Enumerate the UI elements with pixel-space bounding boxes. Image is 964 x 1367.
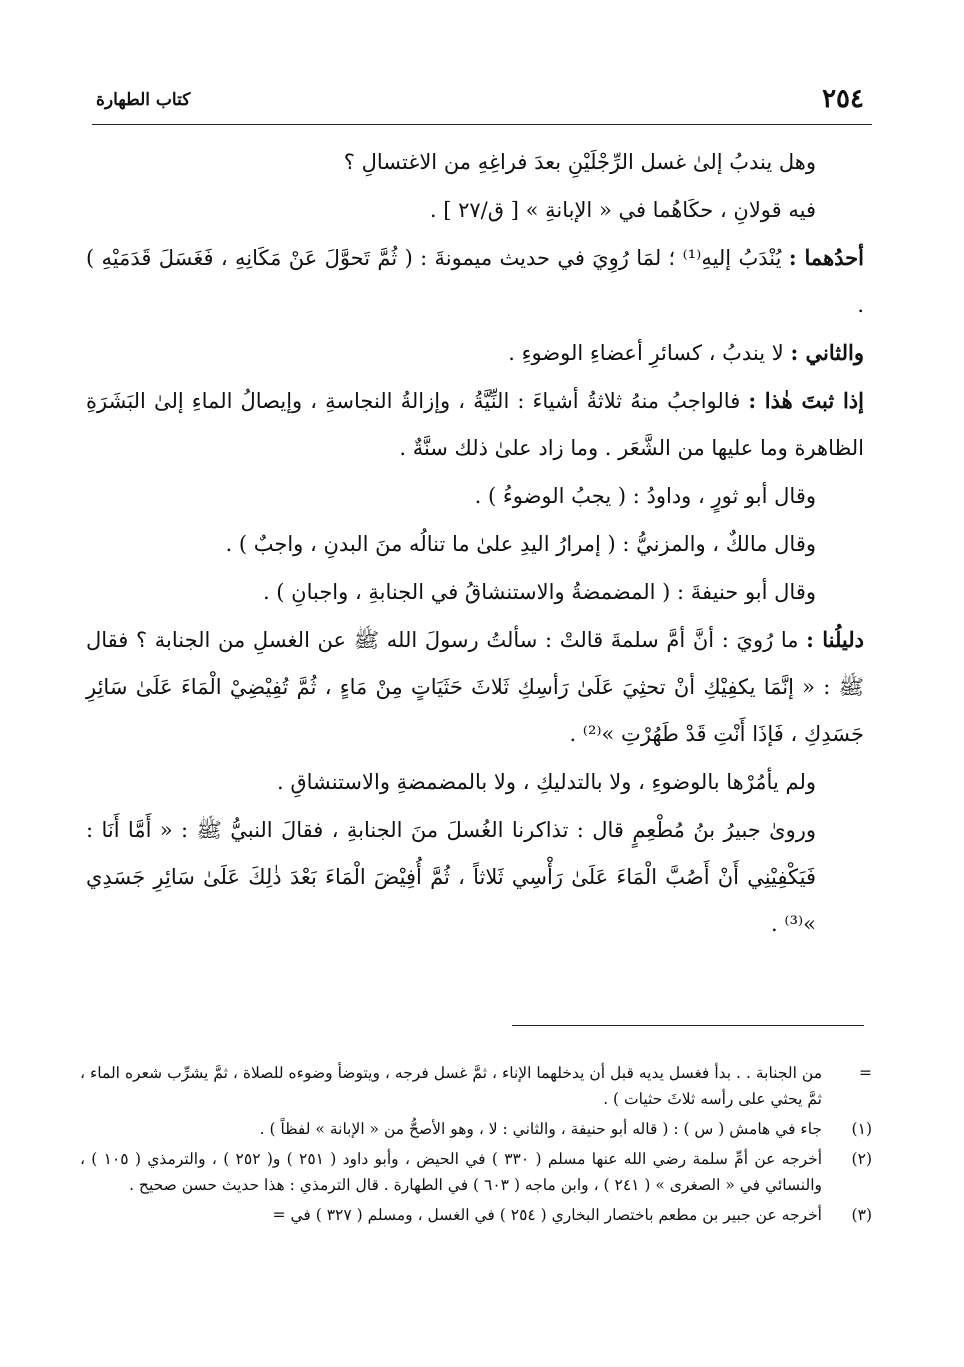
- paragraph: وهل يندبُ إلىٰ غسل الرِّجْلَيْنِ بعدَ فراغِهِ من الاغتسالِ ؟: [343, 150, 816, 174]
- page-number: ٢٥٤: [822, 84, 864, 114]
- footnote-mark: (١): [851, 1120, 872, 1138]
- paragraph: دليلُنا : ما رُويَ : أنَّ أمَّ سلمةَ قالتْ : سألتُ رسولَ الله ﷺ عن الغسلِ من الجنابة ؟ فقال ﷺ : « إنَّمَا يكفِيْكِ أنْ تحثِيَ عَلَىٰ رَأسِكِ ثَلاثَ حَثَيَاتٍ مِنْ مَاءٍ ، ثُمَّ تُفِيْضِيْ الْمَاءَ عَلَىٰ سَائِرِ جَسَدِكِ ، فَإذَا أَنْتِ قَدْ طَهُرْتِ »⁽²⁾ .: [86, 627, 864, 746]
- paragraph-lead: دليلُنا :: [806, 627, 864, 652]
- footnotes: [80, 1060, 872, 1232]
- footnote: [80, 1116, 872, 1142]
- paragraph: وقال مالكٌ ، والمزنيُّ : ( إمرارُ اليدِ علىٰ ما تنالُه منَ البدنِ ، واجبٌ ) .: [225, 532, 816, 556]
- paragraph: أحدُهما : يُنْدَبُ إليهِ⁽¹⁾ ؛ لمَا رُوِيَ في حديث ميمونةَ : ( ثُمَّ تَحوَّلَ عَنْ مَكَانِهِ ، فَغَسَلَ قَدَمَيْهِ ) .: [86, 245, 864, 317]
- page-header: [92, 84, 872, 122]
- header-rule: [92, 124, 872, 125]
- footnote-text: أخرجه عن جبير بن مطعم باختصار البخاري ( ٢٥٤ ) في الغسل ، ومسلم ( ٣٢٧ ) في =: [272, 1206, 822, 1224]
- paragraph: والثاني : لا يندبُ ، كسائرِ أعضاءِ الوضوءِ .: [508, 340, 864, 365]
- paragraph: ولم يأمُرْها بالوضوءِ ، ولا بالتدليكِ ، ولا بالمضمضةِ والاستنشاقِ .: [276, 770, 816, 794]
- paragraph: فيه قولانِ ، حكَاهُما في « الإبانةِ » [ ق/٢٧ ] .: [429, 198, 816, 222]
- book-title: كتاب الطهارة: [96, 90, 191, 110]
- footnote-text: جاء في هامش ( س ) : ( قاله أبو حنيفة ، والثاني : لا ، وهو الأصحُّ من « الإبانة » لفظاً ) .: [259, 1120, 822, 1138]
- paragraph-lead: والثاني :: [790, 340, 864, 365]
- paragraph-lead: أحدُهما :: [788, 245, 864, 270]
- footnote-mark: (٢): [851, 1150, 872, 1168]
- main-text: [86, 138, 864, 948]
- footnote-rule: [512, 1025, 864, 1026]
- footnote-text: أخرجه عن أمِّ سلمة رضي الله عنها مسلم ( ٣٣٠ ) في الحيض ، وأبو داود ( ٢٥١ ) و( ٢٥٢ ) ، والترمذي ( ١٠٥ ) ، والنسائي في « الصغرى » ( ٢٤١ ) ، وابن ماجه ( ٦٠٣ ) في الطهارة . قال الترمذي : هذا حديث حسن صحيح .: [80, 1150, 823, 1194]
- footnote-mark: =: [859, 1064, 872, 1082]
- paragraph: وروىٰ جبيرُ بنُ مُطْعِمٍ قال : تذاكرنا الغُسلَ منَ الجنابةِ ، فقالَ النبيُّ ﷺ : « أَمَّا أَنَا : فَيَكْفِيْنِي أَنْ أَصُبَّ الْمَاءَ عَلَىٰ رَأْسِي ثَلاثاً ، ثُمَّ أُفِيْضَ الْمَاءَ بَعْدَ ذٰلِكَ عَلَىٰ سَائِرِ جَسَدِي »⁽³⁾ .: [86, 818, 816, 936]
- footnote-mark: (٣): [851, 1206, 872, 1224]
- paragraph-lead: إذا ثبتَ هٰذا :: [748, 388, 864, 413]
- footnote: [80, 1202, 872, 1228]
- footnote: [80, 1146, 872, 1198]
- paragraph: وقال أبو حنيفةَ : ( المضمضةُ والاستنشاقُ في الجنابةِ ، واجبانِ ) .: [262, 580, 816, 604]
- paragraph: إذا ثبتَ هٰذا : فالواجبُ منهُ ثلاثةُ أشياءَ : النِّيَّةُ ، وإزالةُ النجاسةِ ، وإيصالُ الماءِ إلىٰ البَشَرَةِ الظاهرة وما عليها من الشَّعَر . وما زاد علىٰ ذلك سنَّةٌ .: [86, 388, 864, 460]
- footnote: [80, 1060, 872, 1112]
- footnote-text: من الجنابة . . بدأ فغسل يديه قبل أن يدخلهما الإناء ، ثمَّ غسل فرجه ، ويتوضأ وضوءه للصلاة ، ثمَّ يشرِّب شعره الماء ، ثمَّ يحثي على رأسه ثلاثَ حثيات ) .: [80, 1064, 822, 1108]
- paragraph: وقال أبو ثورٍ ، وداودُ : ( يجبُ الوضوءُ ) .: [474, 484, 816, 508]
